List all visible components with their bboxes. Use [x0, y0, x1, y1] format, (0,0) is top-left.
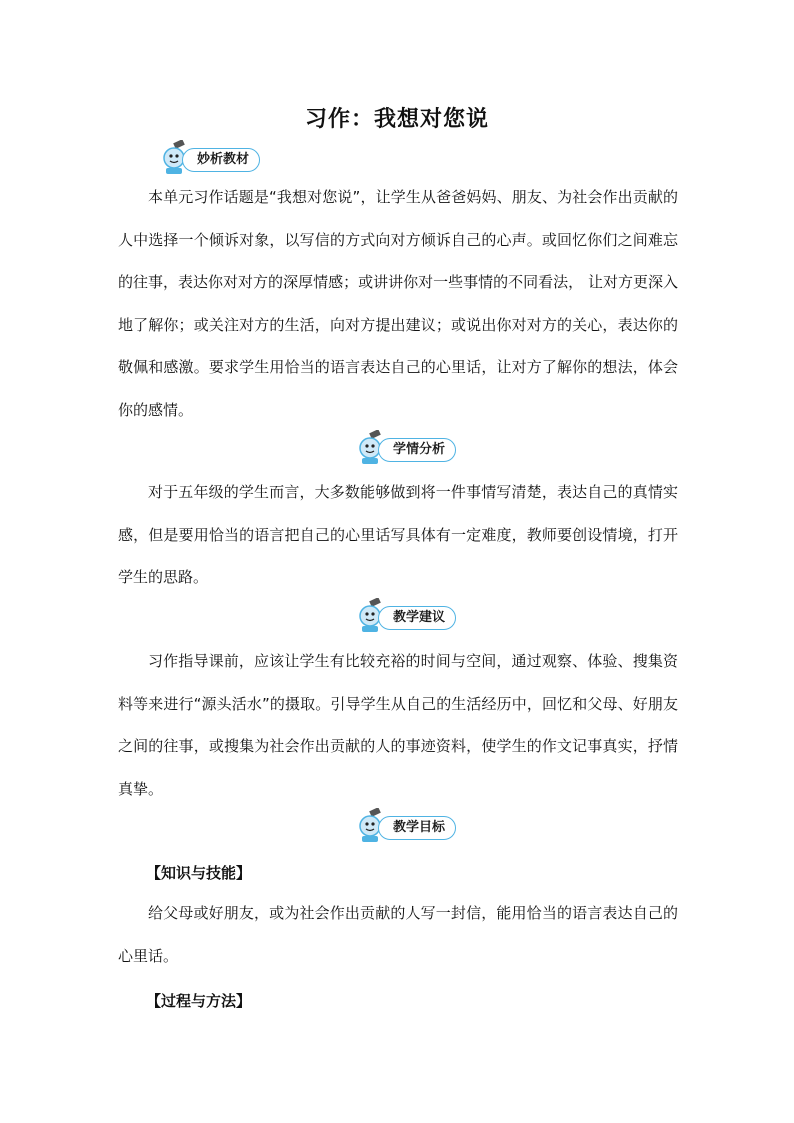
section-paragraph: 习作指导课前，应该让学生有比较充裕的时间与空间，通过观察、体验、搜集资料等来进行“源头活水”的摄取。引导学生从自己的生活经历中，回忆和父母、好朋友之间的往事，或搜集为社会作出贡献的人的事迹资料，使学生的作文记事真实，抒情真挚。: [118, 652, 678, 798]
section-title-badge: 学情分析: [378, 438, 456, 462]
section-header-miaoxi: [160, 140, 280, 174]
section-header-xueqing: [356, 430, 476, 464]
subhead-process-method: 【过程与方法】: [146, 992, 252, 1010]
section-header-mubiao: [356, 808, 476, 842]
section-paragraph: 给父母或好朋友，或为社会作出贡献的人写一封信，能用恰当的语言表达自己的心里话。: [118, 904, 678, 965]
section-paragraph: 本单元习作话题是“我想对您说”，让学生从爸爸妈妈、朋友、为社会作出贡献的人中选择一个倾诉对象，以写信的方式向对方倾诉自己的心声。或回忆你们之间难忘的往事，表达你对对方的深厚情感；或讲讲你对一些事情的不同看法， 让对方更深入地了解你；或关注对方的生活，向对方提出建议；或说出你对对方的关心，表达你的敬佩和感激。要求学生用恰当的语言表达自己的心里话，让对方了解你的想法，体会你的感情。: [118, 188, 678, 419]
section-paragraph: 对于五年级的学生而言，大多数能够做到将一件事情写清楚，表达自己的真情实感，但是要用恰当的语言把自己的心里话写具体有一定难度，教师要创设情境，打开学生的思路。: [118, 483, 678, 586]
section-header-jianyi: [356, 598, 476, 632]
subhead-knowledge-skills: 【知识与技能】: [146, 864, 252, 882]
section-title-badge: 教学建议: [378, 606, 456, 630]
section-title-badge: 妙析教材: [182, 148, 260, 172]
page-title: 习作：我想对您说: [304, 107, 489, 132]
section-title-badge: 教学目标: [378, 816, 456, 840]
